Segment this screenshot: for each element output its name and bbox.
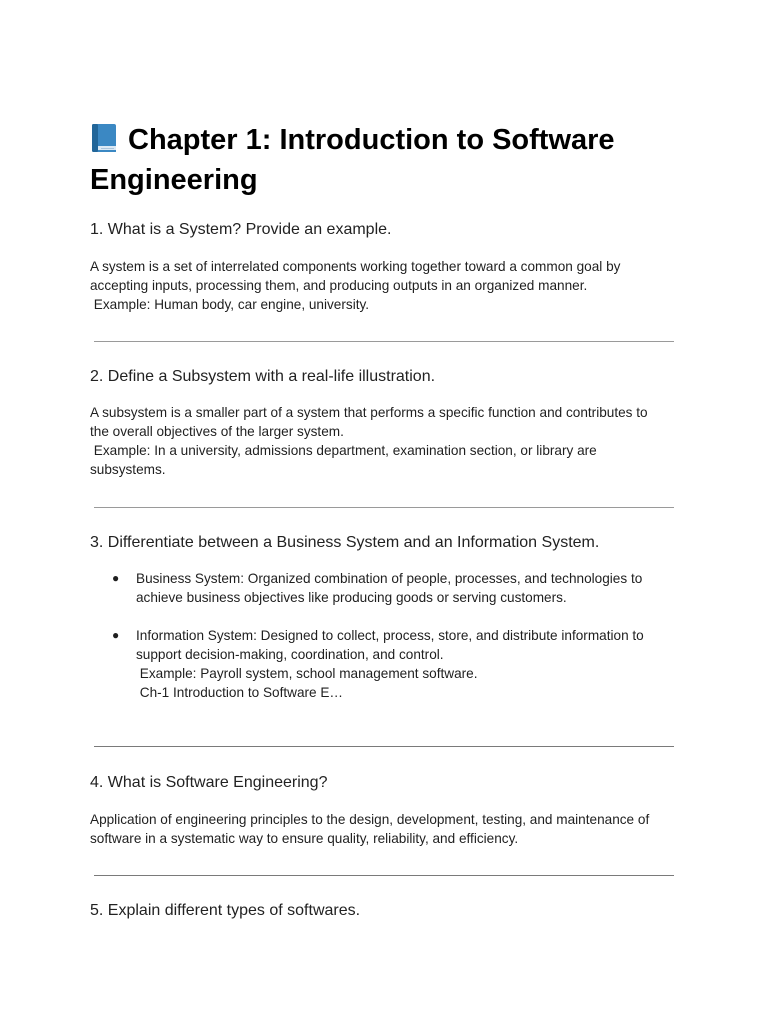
question-3-heading: 3. Differentiate between a Business System and an Information System. — [90, 534, 600, 551]
bullet-line: Example: Payroll system, school management software. — [136, 666, 478, 681]
question-5-heading: 5. Explain different types of softwares. — [90, 902, 361, 919]
question-4-answer — [90, 810, 680, 848]
question-2-heading: 2. Define a Subsystem with a real-life illustration. — [90, 368, 436, 385]
answer-line: A subsystem is a smaller part of a system that performs a specific function and contributes to — [90, 405, 648, 420]
answer-line: Example: In a university, admissions department, examination section, or library are — [90, 443, 597, 458]
answer-line: Example: Human body, car engine, university. — [90, 297, 370, 312]
answer-line: Application of engineering principles to the design, development, testing, and maintenance of — [90, 812, 650, 827]
bullet-line: achieve business objectives like producing goods or serving customers. — [136, 590, 567, 605]
answer-line: accepting inputs, processing them, and producing outputs in an organized manner. — [90, 278, 588, 293]
bullet-marker: ● — [112, 571, 120, 585]
bullet-line: Information System: Designed to collect, process, store, and distribute information to — [136, 628, 644, 643]
answer-line: A system is a set of interrelated components working together toward a common goal by — [90, 259, 621, 274]
bullet-line: Business System: Organized combination of people, processes, and technologies to — [136, 571, 643, 586]
divider — [94, 746, 674, 747]
question-1-answer — [90, 257, 680, 314]
divider — [94, 875, 674, 876]
bullet-line: support decision-making, coordination, and control. — [136, 647, 444, 662]
bullet-marker: ● — [112, 628, 120, 642]
question-4-heading: 4. What is Software Engineering? — [90, 774, 328, 791]
question-2-answer — [90, 403, 680, 479]
divider — [94, 507, 674, 508]
answer-line: the overall objectives of the larger system. — [90, 424, 344, 439]
divider — [94, 341, 674, 342]
question-1-heading: 1. What is a System? Provide an example. — [90, 221, 392, 238]
answer-line: subsystems. — [90, 462, 166, 477]
page-title-text: Chapter 1: Introduction to Software Engineering — [90, 124, 615, 196]
bullet-line: Ch-1 Introduction to Software E… — [136, 685, 344, 700]
page-title — [90, 120, 690, 200]
blue-book-icon — [90, 122, 120, 154]
answer-line: software in a systematic way to ensure quality, reliability, and efficiency. — [90, 831, 519, 846]
